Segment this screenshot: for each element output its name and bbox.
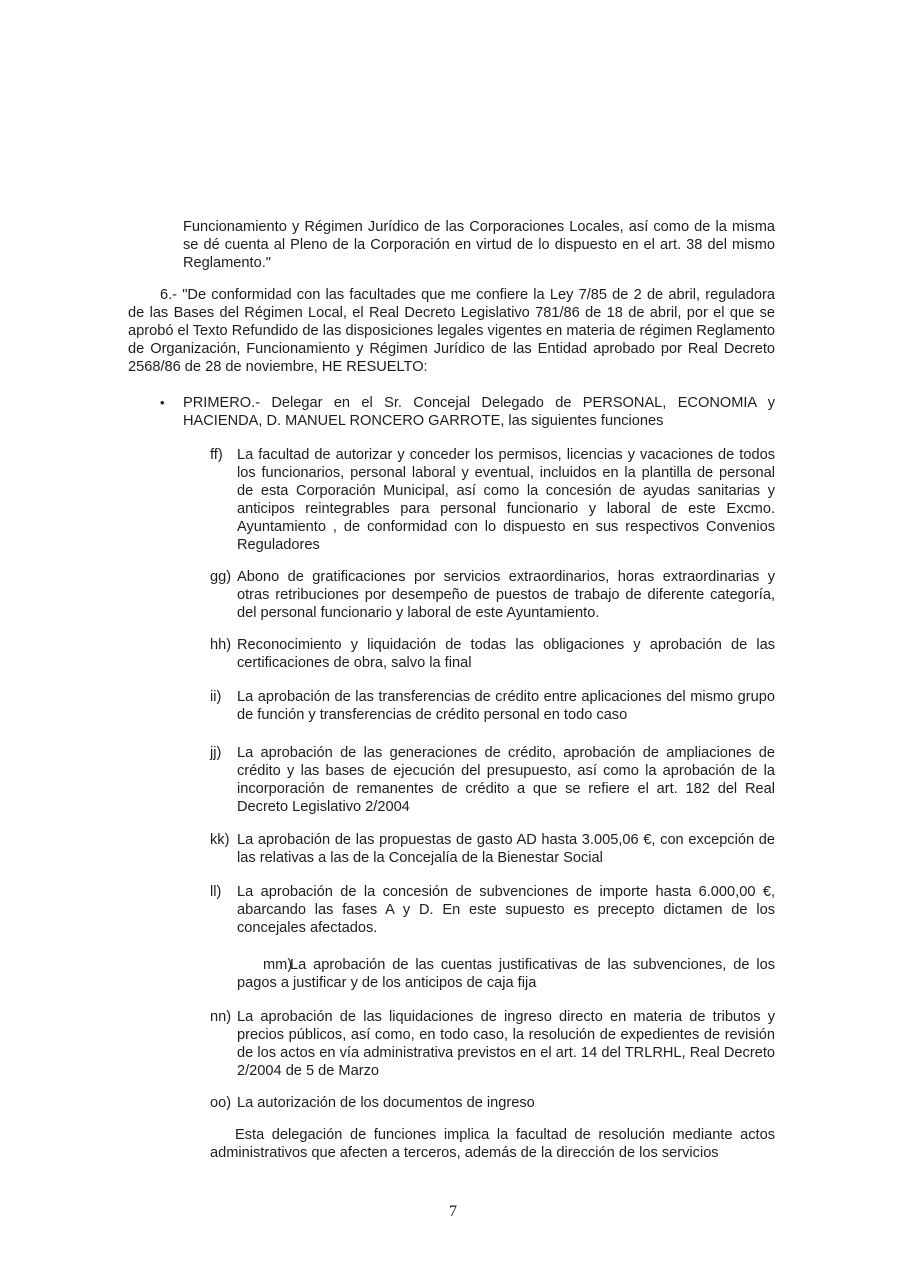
list-item-text: Abono de gratificaciones por servicios extraordinarios, horas extraordinarias y otras retribuciones por desempeño de puestos de trabajo de diferente categoría, del personal funcionario y laboral de este Ayuntamiento.: [237, 569, 775, 621]
list-item-ii: [210, 688, 775, 724]
list-item-text: La aprobación de la concesión de subvenciones de importe hasta 6.000,00 €, abarcando las fases A y D. En este supuesto es precepto dictamen de los concejales afectados.: [237, 884, 775, 936]
list-item-gg: [210, 568, 775, 622]
list-item-label: hh): [210, 637, 232, 653]
list-item-label: jj): [210, 745, 222, 761]
list-item-text: La aprobación de las propuestas de gasto AD hasta 3.005,06 €, con excepción de las relativas a las de la Concejalía de la Bienestar Social: [237, 832, 775, 866]
list-item-label: ii): [210, 689, 222, 705]
list-item-text: La aprobación de las liquidaciones de ingreso directo en materia de tributos y precios públicos, así como, en todo caso, la resolución de expedientes de revisión de los actos en vía administrativa previstos en el art. 14 del TRLRHL, Real Decreto 2/2004 de 5 de Marzo: [237, 1009, 775, 1079]
list-item-text: La aprobación de las generaciones de crédito, aprobación de ampliaciones de crédito y las bases de ejecución del presupuesto, así como la aprobación de la incorporación de remanentes de crédito a que se refiere el art. 182 del Real Decreto Legislativo 2/2004: [237, 745, 775, 815]
list-item-text: La aprobación de las cuentas justificativas de las subvenciones, de los pagos a justificar y de los anticipos de caja fija: [237, 957, 775, 991]
continuation-quote-paragraph: Funcionamiento y Régimen Jurídico de las Corporaciones Locales, así como de la misma se dé cuenta al Pleno de la Corporación en virtud de lo dispuesto en el art. 38 del mismo Reglamento.": [183, 219, 775, 271]
list-item-label: nn): [210, 1009, 232, 1025]
list-item-ff: [210, 446, 775, 554]
bullet-icon: •: [160, 395, 165, 410]
list-item-label: ff): [210, 447, 223, 463]
list-item-text: La autorización de los documentos de ingreso: [237, 1095, 535, 1111]
list-item-ll: [210, 883, 775, 937]
list-item-label: ll): [210, 884, 222, 900]
list-item-label: oo): [210, 1095, 232, 1111]
list-item-text: La facultad de autorizar y conceder los permisos, licencias y vacaciones de todos los funcionarios, personal laboral y eventual, incluidos en la plantilla de personal de esta Corporación Municipal, así como la concesión de ayudas sanitarias y anticipos reintegrables para personal funcionario y laboral de este Excmo. Ayuntamiento , de conformidad con lo dispuesto en sus respectivos Convenios Reguladores: [237, 447, 775, 553]
bullet-item-text: PRIMERO.- Delegar en el Sr. Concejal Delegado de PERSONAL, ECONOMIA y HACIENDA, D. MANUEL RONCERO GARROTE, las siguientes funciones: [183, 395, 775, 429]
bullet-item-primero: [160, 394, 775, 430]
list-item-text: La aprobación de las transferencias de crédito entre aplicaciones del mismo grupo de función y transferencias de crédito personal en todo caso: [237, 689, 775, 723]
list-item-label: gg): [210, 569, 232, 585]
list-item-oo: [210, 1094, 775, 1112]
list-item-kk: [210, 831, 775, 867]
list-item-label: kk): [210, 832, 230, 848]
list-item-text: Reconocimiento y liquidación de todas las obligaciones y aprobación de las certificaciones de obra, salvo la final: [237, 637, 775, 671]
closing-paragraph: Esta delegación de funciones implica la facultad de resolución mediante actos administrativos que afecten a terceros, además de la dirección de los servicios: [210, 1127, 775, 1161]
paragraph-six: 6.- "De conformidad con las facultades que me confiere la Ley 7/85 de 2 de abril, reguladora de las Bases del Régimen Local, el Real Decreto Legislativo 781/86 de 18 de abril, por el que se aprobó el Texto Refundido de las disposiciones legales vigentes en materia de régimen Reglamento de Organización, Funcionamiento y Régimen Jurídico de las Entidad aprobado por Real Decreto 2568/86 de 28 de noviembre, HE RESUELTO:: [128, 287, 775, 375]
list-item-nn: [210, 1008, 775, 1080]
list-item-hh: [210, 636, 775, 672]
page-number: 7: [449, 1203, 457, 1220]
list-item-mm: [210, 956, 775, 992]
list-item-jj: [210, 744, 775, 816]
list-item-label: mm): [263, 957, 293, 973]
